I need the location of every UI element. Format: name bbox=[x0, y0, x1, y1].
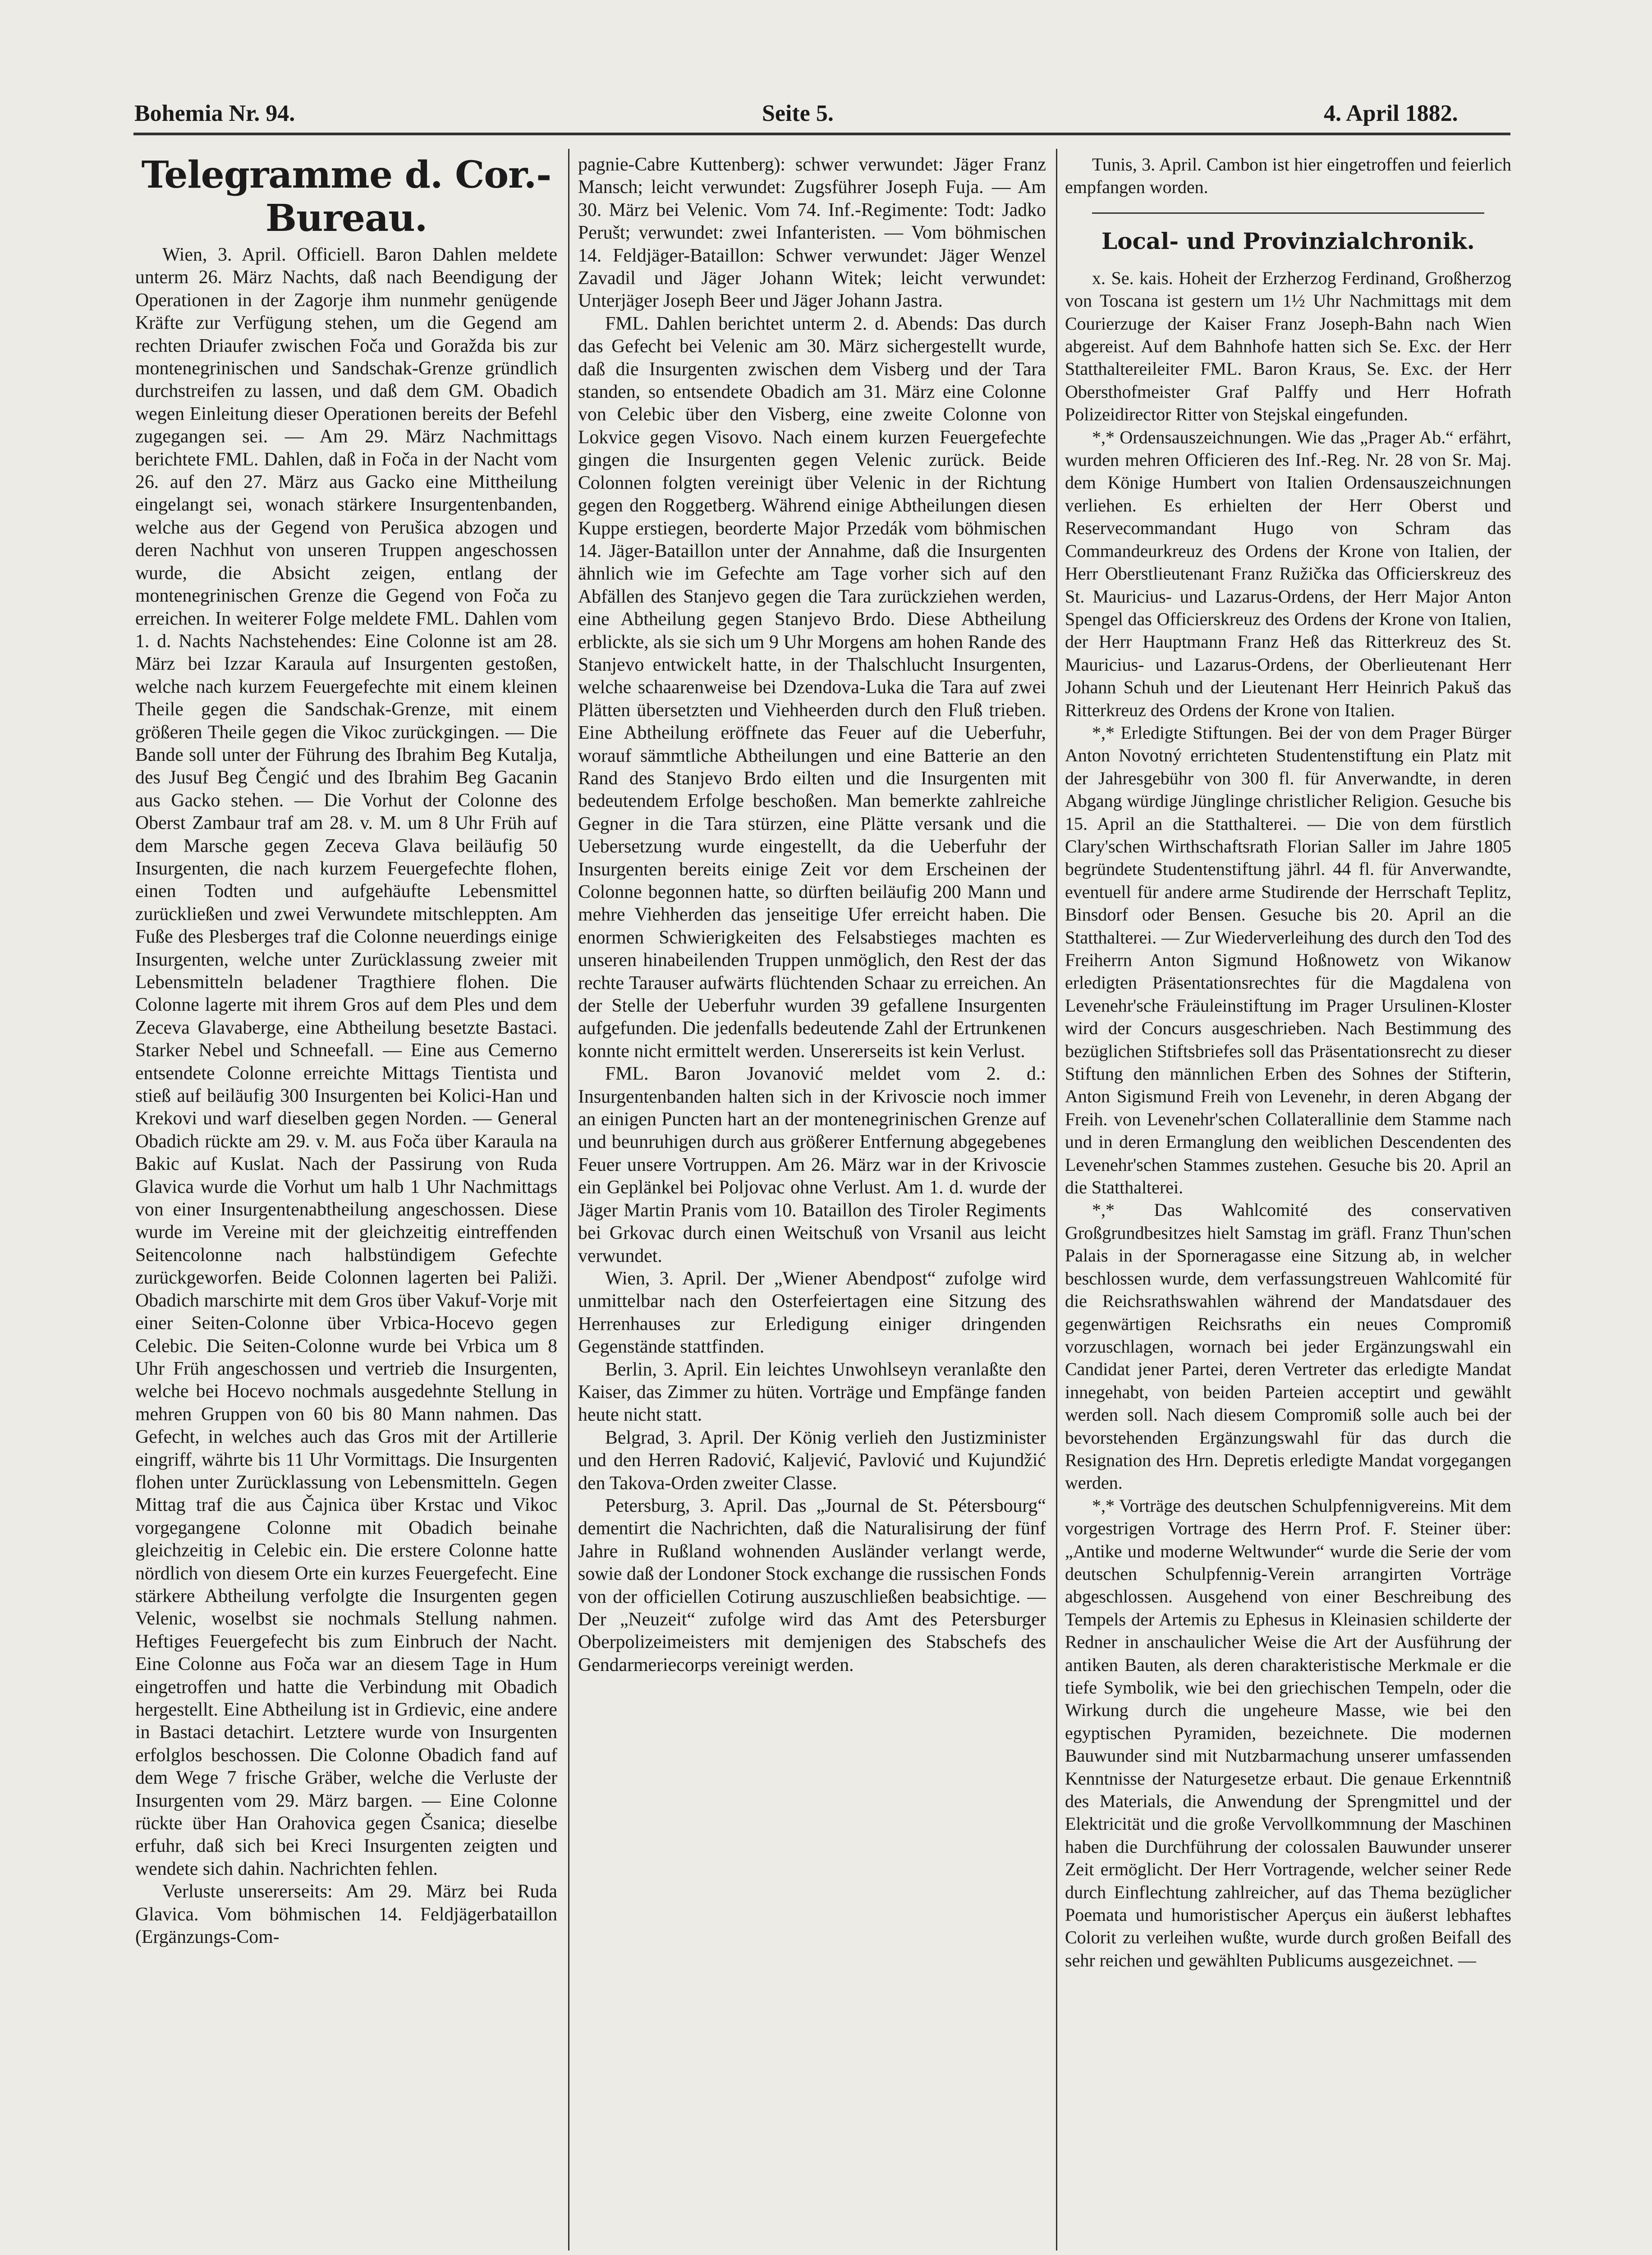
column-divider-1 bbox=[568, 149, 569, 2250]
page-header bbox=[0, 100, 1652, 132]
article-paragraph: Belgrad, 3. April. Der König verlieh den Justizminister und den Herren Radović, Kaljević, Pavlović und Kujundžić den Takova-Orden zweiter Classe. bbox=[578, 1427, 1046, 1494]
header-date: 4. April 1882. bbox=[1324, 101, 1458, 126]
header-page-number: Seite 5. bbox=[762, 101, 834, 126]
column-3 bbox=[1065, 153, 1511, 2246]
header-rule bbox=[133, 133, 1510, 135]
article-paragraph: FML. Baron Jovanović meldet vom 2. d.: Insurgentenbanden halten sich in der Krivoscie noch immer an einigen Puncten hart an der montenegrinischen Grenze auf und beunruhigen durch aus größerer Entfernung abgegebenes Feuer unsere Vortruppen. Am 26. März war in der Krivoscie ein Geplänkel bei Poljovac ohne Verlust. Am 1. d. wurde der Jäger Martin Pranis vom 10. Bataillon des Tiroler Regiments bei Grkovac durch einen Weitschuß von Vrsanil aus leicht verwundet. bbox=[578, 1063, 1046, 1266]
article-paragraph: FML. Dahlen berichtet unterm 2. d. Abends: Das durch das Gefecht bei Velenic am 30. März sichergestellt wurde, daß die Insurgenten zwischen dem Visberg und der Tara standen, so entsendete Obadich am 31. März eine Colonne von Celebic über den Visberg, eine zweite Colonne von Lokvice gegen Visovo. Nach einem kurzen Feuergefechte gingen die Insurgenten gegen Velenic zurück. Beide Colonnen folgten vereinigt über Velenic in der Richtung gegen den Roggetberg. Während einige Abtheilungen diesen Kuppe erstiegen, beorderte Major Przedák vom böhmischen 14. Jäger-Bataillon unter der Annahme, daß die Insurgenten ähnlich wie im Gefechte am Tage vorher sich auf den Abfällen des Stanjevo gegen die Tara zurückziehen werden, eine Abtheilung gegen Stanjevo Brdo. Diese Abtheilung erblickte, als sie sich um 9 Uhr Morgens am hohen Rande des Stanjevo entwickelt hatte, in der Thalschlucht Insurgenten, welche schaarenweise bei Dzendova-Luka die Tara auf zwei Plätten übersetzten und Viehheerden durch den Fluß trieben. Eine Abtheilung eröffnete das Feuer auf die Ueberfuhr, worauf sämmtliche Abtheilungen und eine Batterie an den Rand des Stanjevo Brdo eilten und die Insurgenten mit bedeutendem Erfolge beschoßen. Man bemerkte zahlreiche Gegner in die Tara stürzen, eine Plätte versank und die Uebersetzung wurde eingestellt, da die Ueberfuhr der Insurgenten bereits einige Zeit vor dem Erscheinen der Colonne begonnen hatte, so dürften beiläufig 200 Mann und mehre Viehherden das jenseitige Ufer erreicht haben. Die enormen Schwierigkeiten des Felsabstieges machten es unseren hinabeilenden Truppen unmöglich, den Rest der das rechte Tarauser aufwärts flüchtenden Schaar zu erreichen. An der Stelle der Ueberfuhr wurden 39 gefallene Insurgenten aufgefunden. Die jedenfalls bedeutende Zahl der Ertrunkenen konnte nicht ermittelt werden. Unsererseits ist kein Verlust. bbox=[578, 313, 1046, 1062]
telegram-section-title: Telegramme d. Cor.-Bureau. bbox=[141, 153, 551, 240]
article-paragraph: *,* Vorträge des deutschen Schulpfennigvereins. Mit dem vorgestrigen Vortrage des Herrn Prof. F. Steiner über: „Antike und moderne Weltwunder“ wurde die Serie der vom deutschen Schulpfennig-Verein arrangirten Vorträge abgeschlossen. Ausgehend von einer Beschreibung des Tempels der Artemis zu Ephesus in Kleinasien schilderte der Redner in anschaulicher Weise die Art der Ausführung der antiken Bauten, als deren charakteristische Merkmale er die tiefe Symbolik, wie bei den griechischen Tempeln, oder die Wirkung durch die ungeheure Masse, wie bei den egyptischen Pyramiden, bezeichnete. Die modernen Bauwunder sind mit Nutzbarmachung unserer umfassenden Kenntnisse der Naturgesetze erbaut. Die genaue Erkenntniß des Materials, die Anwendung der Sprengmittel und der Elektricität und die große Vervollkommnung der Maschinen haben die Durchführung der colossalen Bauwunder unserer Zeit ermöglicht. Der Herr Vortragende, welcher seiner Rede durch Einflechtung zahlreicher, auf das Thema bezüglicher Poemata und humoristischer Aperçus ein äußerst lebhaftes Colorit zu verleihen wußte, wurde durch großen Beifall des sehr reichen und gewählten Publicums ausgezeichnet. — bbox=[1065, 1495, 1511, 1970]
section-rule bbox=[1092, 212, 1484, 214]
article-paragraph: x. Se. kais. Hoheit der Erzherzog Ferdinand, Großherzog von Toscana ist gestern um 1½ Uhr Nachmittags mit dem Courierzuge der Kaiser Franz Joseph-Bahn nach Wien abgereist. Auf dem Bahnhofe hatten sich Se. Exc. der Herr Statthaltereileiter FML. Baron Kraus, Se. Exc. der Herr Obersthofmeister Graf Palffy und Herr Hofrath Polizeidirector Ritter von Stejskal eingefunden. bbox=[1065, 267, 1511, 425]
article-paragraph: *,* Ordensauszeichnungen. Wie das „Prager Ab.“ erfährt, wurden mehren Officieren des Inf.-Reg. Nr. 28 von Sr. Maj. dem Könige Humbert von Italien Ordensauszeichnungen verliehen. Es erhielten der Herr Oberst und Reservecommandant Hugo von Schram das Commandeurkreuz des Ordens der Krone von Italien, der Herr Oberstlieutenant Franz Ružička das Officierskreuz des St. Mauricius- und Lazarus-Ordens, der Herr Major Anton Spengel das Officierskreuz des Ordens der Krone von Italien, der Herr Hauptmann Franz Heß das Ritterkreuz des St. Mauricius- und Lazarus-Ordens, der Oberlieutenant Herr Johann Schuh und der Lieutenant Herr Heinrich Pakuš das Ritterkreuz des Ordens der Krone von Italien. bbox=[1065, 427, 1511, 720]
article-paragraph: pagnie-Cabre Kuttenberg): schwer verwundet: Jäger Franz Mansch; leicht verwundet: Zugsführer Joseph Fuja. — Am 30. März bei Velenic. Vom 74. Inf.-Regimente: Todt: Jadko Perušt; verwundet: zwei Infanteristen. — Vom böhmischen 14. Feldjäger-Bataillon: Schwer verwundet: Jäger Wenzel Zavadil und Jäger Johann Witek; leicht verwundet: Unterjäger Joseph Beer und Jäger Johann Jastra. bbox=[578, 154, 1046, 312]
article-paragraph: Berlin, 3. April. Ein leichtes Unwohlseyn veranlaßte den Kaiser, das Zimmer zu hüten. Vorträge und Empfänge fanden heute nicht statt. bbox=[578, 1359, 1046, 1426]
article-paragraph: Wien, 3. April. Officiell. Baron Dahlen meldete unterm 26. März Nachts, daß nach Beendigung der Operationen in der Zagorje ihm nunmehr genügende Kräfte zur Verfügung stehen, um die Gegend am rechten Driaufer zwischen Foča und Goražda bis zur montenegrinischen und Sandschak-Grenze gründlich durchstreifen zu lassen, und daß dem GM. Obadich wegen Einleitung dieser Operationen bereits der Befehl zugegangen sei. — Am 29. März Nachmittags berichtete FML. Dahlen, daß in Foča in der Nacht vom 26. auf den 27. März aus Gacko eine Mittheilung eingelangt sei, wonach stärkere Insurgentenbanden, welche aus der Gegend von Perušica abzogen und deren Nachhut von unseren Truppen angeschossen wurde, die Absicht zeigen, entlang der montenegrinischen Grenze die Gegend von Foča zu erreichen. In weiterer Folge meldete FML. Dahlen vom 1. d. Nachts Nachstehendes: Eine Colonne ist am 28. März bei Izzar Karaula auf Insurgenten gestoßen, welche nach kurzem Feuergefechte mit einem kleinen Theile gegen die Sandschak-Grenze, mit einem größeren Theile gegen die Vikoc zurückgingen. — Die Bande soll unter der Führung des Ibrahim Beg Kutalja, des Jusuf Beg Čengić und des Ibrahim Beg Gacanin aus Gacko stehen. — Die Vorhut der Colonne des Oberst Zambaur traf am 28. v. M. um 8 Uhr Früh auf dem Marsche gegen Zeceva Glava beiläufig 50 Insurgenten, die nach kurzem Feuergefechte flohen, einen Todten und aufgehäufte Lebensmittel zurückließen und zwei Verwundete mitschleppten. Am Fuße des Plesberges traf die Colonne neuerdings einige Insurgenten, welche unter Zurücklassung zweier mit Lebensmitteln beladener Tragthiere flohen. Die Colonne lagerte mit ihrem Gros auf dem Ples und dem Zeceva Glavaberge, eine Abtheilung besetzte Bastaci. Starker Nebel und Schneefall. — Eine aus Cemerno entsendete Colonne erreichte Mittags Tientista und stieß auf beiläufig 300 Insurgenten bei Kolici-Han und Krekovi und warf dieselben gegen Norden. — General Obadich rückte am 29. v. M. aus Foča über Karaula na Bakic auf Kuslat. Nach der Passirung von Ruda Glavica wurde die Vorhut um halb 1 Uhr Nachmittags von einer Insurgentenabtheilung angeschossen. Diese wurde im Vereine mit der gleichzeitig eintreffenden Seitencolonne nach halbstündigem Gefechte zurückgeworfen. Beide Colonnen lagerten bei Paliži. Obadich marschirte mit dem Gros über Vakuf-Vorje mit einer Seiten-Colonne über Vrbica-Hocevo gegen Celebic. Die Seiten-Colonne wurde bei Vrbica um 8 Uhr Früh angeschossen und vertrieb die Insurgenten, welche bei Hocevo nochmals ausgedehnte Stellung in mehren Gruppen von 60 bis 80 Mann nahmen. Das Gefecht, in welches auch das Gros mit der Artillerie eingriff, währte bis 11 Uhr Vormittags. Die Insurgenten flohen unter Zurücklassung von Lebensmitteln. Gegen Mittag traf die aus Čajnica über Krstac und Vikoc vorgegangene Colonne mit Obadich beinahe gleichzeitig in Celebic ein. Die erstere Colonne hatte nördlich von diesem Orte ein kurzes Feuergefecht. Eine stärkere Abtheilung verfolgte die Insurgenten gegen Velenic, woselbst sie nochmals Stellung nahmen. Heftiges Feuergefecht bis zum Einbruch der Nacht. Eine Colonne aus Foča war an diesem Tage in Hum eingetroffen und hatte die Verbindung mit Obadich hergestellt. Eine Abtheilung ist in Grdievic, eine andere in Bastaci detachirt. Letztere wurde von Insurgenten erfolglos beschossen. Die Colonne Obadich fand auf dem Wege 7 frische Gräber, welche die Verluste der Insurgenten vom 29. März bargen. — Eine Colonne rückte über Han Orahovica gegen Čsanica; dieselbe erfuhr, daß sich bei Kreci Insurgenten zeigten und wendete sich dahin. Nachrichten fehlen. bbox=[135, 244, 557, 1879]
article-paragraph: Tunis, 3. April. Cambon ist hier eingetroffen und feierlich empfangen worden. bbox=[1065, 154, 1511, 198]
column-2 bbox=[578, 153, 1046, 2246]
column-1 bbox=[135, 153, 557, 2246]
article-paragraph: Verluste unsererseits: Am 29. März bei Ruda Glavica. Vom böhmischen 14. Feldjägerbataillon (Ergänzungs-Com- bbox=[135, 1881, 557, 1948]
local-chronicle-title: Local- und Provinzialchronik. bbox=[1101, 227, 1475, 254]
article-paragraph: *,* Das Wahlcomité des conservativen Großgrundbesitzes hielt Samstag im gräfl. Franz Thun'schen Palais in der Sporneragasse eine Sitzung ab, in welcher beschlossen wurde, dem verfassungstreuen Wahlcomité für die Reichsrathswahlen während der Mandatsdauer des gegenwärtigen Reichsraths ein neues Compromiß vorzuschlagen, wornach bei jeder Ergänzungswahl ein Candidat jener Partei, deren Vertreter das erledigte Mandat innegehabt, von beiden Parteien acceptirt und gewählt werden soll. Nach diesem Compromiß solle auch bei der bevorstehenden Ergänzungswahl für das durch die Resignation des Hrn. Depretis erledigte Mandat vorgegangen werden. bbox=[1065, 1200, 1511, 1493]
article-paragraph: *,* Erledigte Stiftungen. Bei der von dem Prager Bürger Anton Novotný errichteten Studentenstiftung ein Platz mit der Jahresgebühr von 300 fl. für Anverwandte, in deren Abgang würdige Jünglinge christlicher Religion. Gesuche bis 15. April an die Statthalterei. — Die von dem fürstlich Clary'schen Wirthschaftsrath Florian Saller im Jahre 1805 begründete Studentenstiftung jährl. 44 fl. für Anverwandte, eventuell für andere arme Studirende der Herrschaft Teplitz, Binsdorf oder Bensen. Gesuche bis 20. April an die Statthalterei. — Zur Wiederverleihung des durch den Tod des Freiherrn Anton Sigmund Hoßnowetz von Wikanow erledigten Präsentationsrechtes für die Magdalena von Levenehr'sche Fräuleinstiftung im Prager Ursulinen-Kloster wird der Concurs ausgeschrieben. Nach Bestimmung des bezüglichen Stiftsbriefes soll das Präsentationsrecht zu dieser Stiftung den männlichen Erben des Sohnes der Stifterin, Anton Sigismund Freih von Levenehr, in deren Abgang der Freih. von Levenehr'schen Collaterallinie dem Stamme nach und in deren Ermanglung den weiblichen Descendenten des Levenehr'schen Stammes zustehen. Gesuche bis 20. April an die Statthalterei. bbox=[1065, 722, 1511, 1198]
column-divider-2 bbox=[1056, 149, 1057, 2250]
article-paragraph: Petersburg, 3. April. Das „Journal de St. Pétersbourg“ dementirt die Nachrichten, daß die Naturalisirung der fünf Jahre in Rußland wohnenden Ausländer verlangt werde, sowie daß der Londoner Stock exchange die russischen Fonds von der officiellen Cotirung auszuschließen beabsichtige. — Der „Neuzeit“ zufolge wird das Amt des Petersburger Oberpolizeimeisters mit demjenigen des Stabschefs des Gendarmeriecorps vereinigt werden. bbox=[578, 1495, 1046, 1675]
header-journal-issue: Bohemia Nr. 94. bbox=[134, 101, 295, 126]
article-paragraph: Wien, 3. April. Der „Wiener Abendpost“ zufolge wird unmittelbar nach den Osterfeiertagen eine Sitzung des Herrenhauses zur Erledigung einiger dringenden Gegenstände stattfinden. bbox=[578, 1268, 1046, 1358]
